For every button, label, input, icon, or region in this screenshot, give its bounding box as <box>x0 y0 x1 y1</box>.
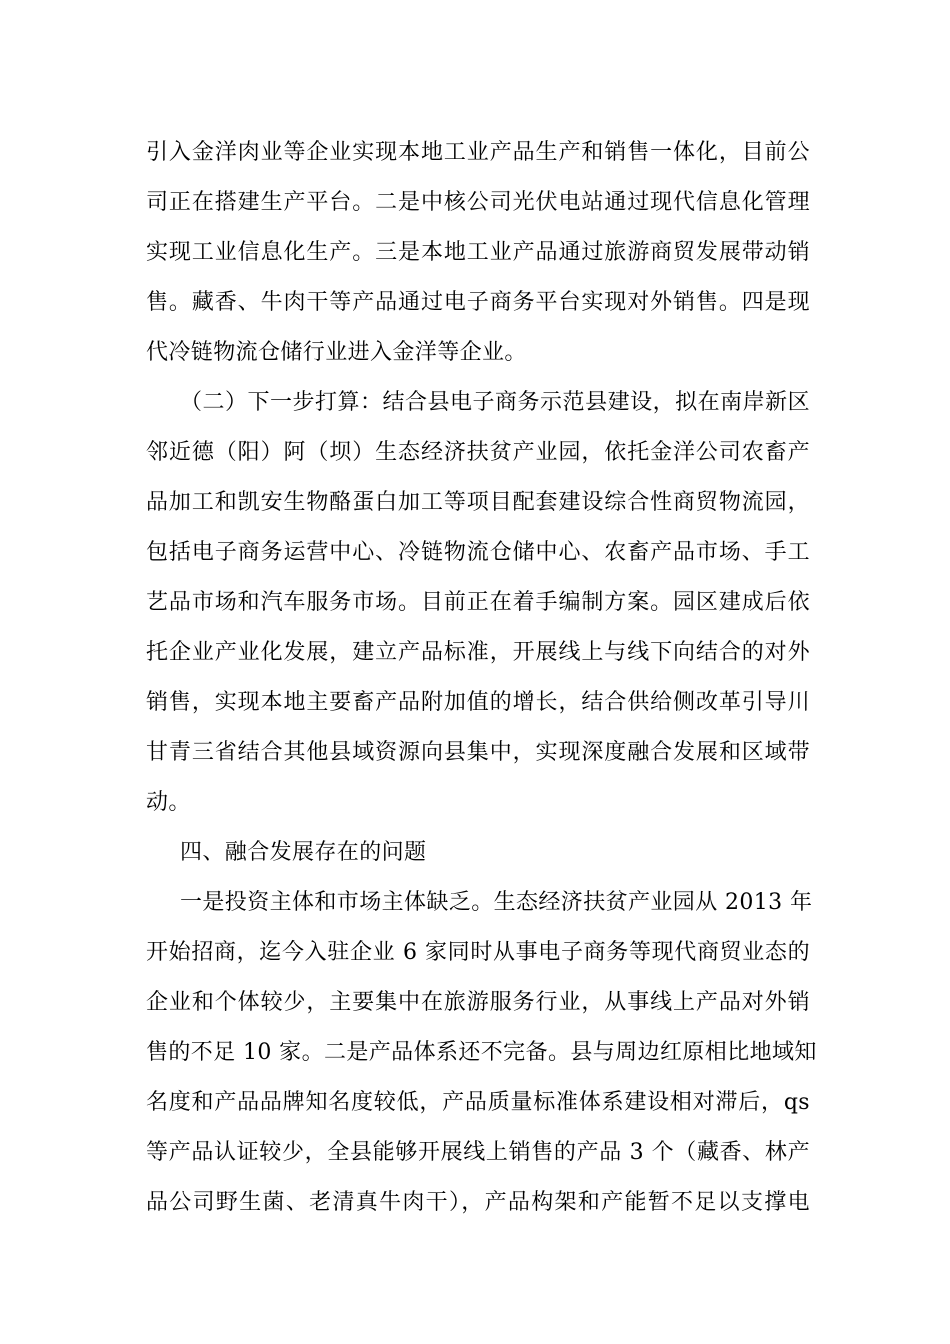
text-line: 艺品市场和汽车服务市场。目前正在着手编制方案。园区建成后依 <box>146 590 810 615</box>
text-line: 售。藏香、牛肉干等产品通过电子商务平台实现对外销售。四是现 <box>146 290 810 315</box>
text-line: 司正在搭建生产平台。二是中核公司光伏电站通过现代信息化管理 <box>146 190 810 215</box>
text-line: 售的不足 10 家。二是产品体系还不完备。县与周边红原相比地域知 <box>146 1040 817 1065</box>
text-line: 引入金洋肉业等企业实现本地工业产品生产和销售一体化，目前公 <box>146 140 810 165</box>
paragraph-heading-line: （二）下一步打算：结合县电子商务示范县建设，拟在南岸新区 <box>180 390 810 415</box>
text-line: 邻近德（阳）阿（坝）生态经济扶贫产业园，依托金洋公司农畜产 <box>146 440 810 465</box>
text-line: 企业和个体较少，主要集中在旅游服务行业，从事线上产品对外销 <box>146 990 810 1015</box>
text-line: 一是投资主体和市场主体缺乏。生态经济扶贫产业园从 2013 年 <box>180 890 813 915</box>
text-line: 包括电子商务运营中心、冷链物流仓储中心、农畜产品市场、手工 <box>146 540 810 565</box>
text-line: 品公司野生菌、老清真牛肉干），产品构架和产能暂不足以支撑电 <box>146 1190 810 1215</box>
text-line: 销售，实现本地主要畜产品附加值的增长，结合供给侧改革引导川 <box>146 690 810 715</box>
text-line: 等产品认证较少，全县能够开展线上销售的产品 3 个（藏香、林产 <box>146 1140 810 1165</box>
text-line: 开始招商，迄今入驻企业 6 家同时从事电子商务等现代商贸业态的 <box>146 940 810 965</box>
text-line: 名度和产品品牌知名度较低，产品质量标准体系建设相对滞后，qs <box>146 1090 810 1115</box>
section-heading: 四、融合发展存在的问题 <box>180 840 427 865</box>
text-line: 实现工业信息化生产。三是本地工业产品通过旅游商贸发展带动销 <box>146 240 810 265</box>
text-line: 代冷链物流仓储行业进入金洋等企业。 <box>146 340 527 365</box>
text-line: 甘青三省结合其他县域资源向县集中，实现深度融合发展和区域带 <box>146 740 810 765</box>
text-line: 托企业产业化发展，建立产品标准，开展线上与线下向结合的对外 <box>146 640 810 665</box>
text-line: 动。 <box>146 790 191 815</box>
text-line: 品加工和凯安生物酪蛋白加工等项目配套建设综合性商贸物流园， <box>146 490 810 515</box>
